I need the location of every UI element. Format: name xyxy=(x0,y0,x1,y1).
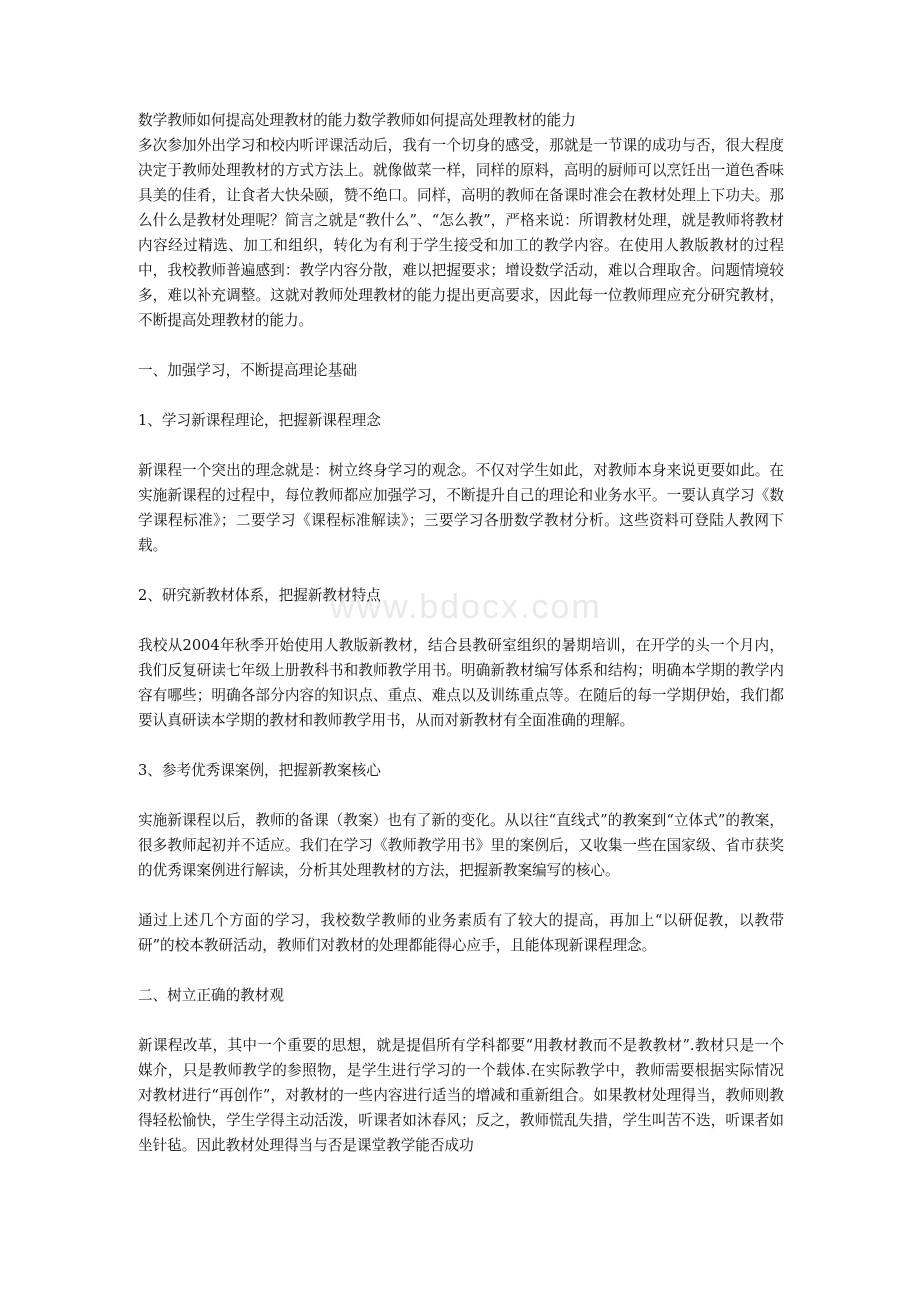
section-1-heading: 一、加强学习，不断提高理论基础 xyxy=(138,362,357,379)
document-title: 数学教师如何提高处理教材的能力数学教师如何提高处理教材的能力 xyxy=(138,112,576,129)
watermark: www.bdocx.com xyxy=(330,588,602,626)
section-2-heading: 二、树立正确的教材观 xyxy=(138,987,284,1004)
subsection-1-heading: 1、学习新课程理论，把握新课程理念 xyxy=(138,412,381,429)
document-body xyxy=(138,108,784,1158)
section-2-paragraph: 新课程改革，其中一个重要的思想，就是提倡所有学科都要“用教材教而不是教教材”.教材只是一个媒介，只是教师教学的参照物，是学生进行学习的一个载体.在实际教学中，教师需要根据实际情况对教材进行“再创作”，对教材的一些内容进行适当的增减和重新组合。如果教材处理得当，教师则教得轻松愉快，学生学得主动活泼，听课者如沐春风；反之，教师慌乱失措，学生叫苦不迭，听课者如坐针毡。因此教材处理得当与否是课堂教学能否成功 xyxy=(138,1037,784,1154)
subsection-2-paragraph: 我校从2004年秋季开始使用人教版新教材，结合县教研室组织的暑期培训，在开学的头一个月内，我们反复研读七年级上册教科书和教师教学用书。明确新教材编写体系和结构；明确本学期的教学内容有哪些；明确各部分内容的知识点、重点、难点以及训练重点等。在随后的每一学期伊始，我们都要认真研读本学期的教材和教师教学用书，从而对新教材有全面准确的理解。 xyxy=(138,637,784,729)
subsection-1-paragraph: 新课程一个突出的理念就是：树立终身学习的观念。不仅对学生如此，对教师本身来说更要如此。在实施新课程的过程中，每位教师都应加强学习，不断提升自己的理论和业务水平。一要认真学习《数学课程标准》；二要学习《课程标准解读》；三要学习各册数学教材分析。这些资料可登陆人教网下载。 xyxy=(138,462,784,554)
intro-paragraph: 多次参加外出学习和校内听评课活动后，我有一个切身的感受，那就是一节课的成功与否，很大程度决定于教师处理教材的方式方法上。就像做菜一样，同样的原料，高明的厨师可以烹饪出一道色香味具美的佳肴，让食者大快朵颐，赞不绝口。同样，高明的教师在备课时准会在教材处理上下功夫。那么什么是教材处理呢？简言之就是“教什么”、“怎么教”，严格来说：所谓教材处理，就是教师将教材内容经过精选、加工和组织，转化为有利于学生接受和加工的教学内容。在使用人教版教材的过程中，我校教师普遍感到：教学内容分散，难以把握要求；增设数学活动，难以合理取舍。问题情境较多，难以补充调整。这就对教师处理教材的能力提出更高要求，因此每一位教师理应充分研究教材，不断提高处理教材的能力。 xyxy=(138,137,784,329)
subsection-3-heading: 3、参考优秀课案例，把握新教案核心 xyxy=(138,762,381,779)
summary-paragraph: 通过上述几个方面的学习，我校数学教师的业务素质有了较大的提高，再加上“以研促教，以教带研”的校本教研活动，教师们对教材的处理都能得心应手，且能体现新课程理念。 xyxy=(138,912,784,954)
subsection-3-paragraph: 实施新课程以后，教师的备课（教案）也有了新的变化。从以往“直线式”的教案到“立体式”的教案，很多教师起初并不适应。我们在学习《教师教学用书》里的案例后，又收集一些在国家级、省市获奖的优秀课案例进行解读，分析其处理教材的方法，把握新教案编写的核心。 xyxy=(138,812,784,879)
subsection-2-heading: 2、研究新教材体系，把握新教材特点 xyxy=(138,587,381,604)
